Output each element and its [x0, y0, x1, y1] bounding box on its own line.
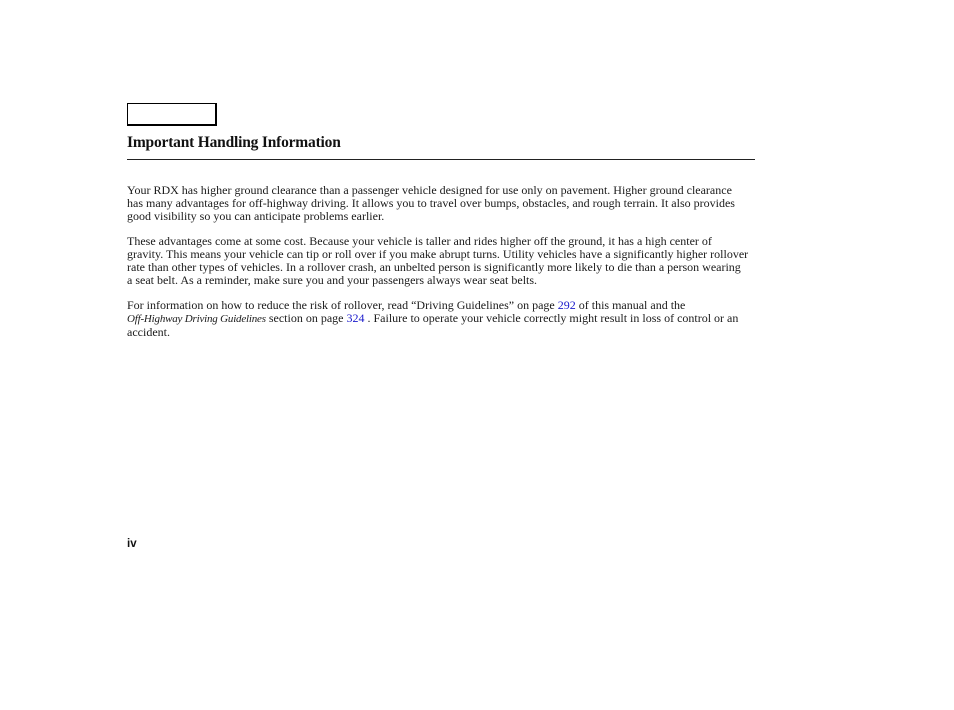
section-tab-box	[127, 103, 217, 126]
paragraph-text: For information on how to reduce the risk of rollover, read “Driving Guidelines” on page	[127, 298, 558, 312]
page-link-292[interactable]: 292	[557, 298, 576, 312]
page-link-324[interactable]: 324	[346, 311, 365, 325]
body-text	[127, 184, 749, 351]
page-number: iv	[127, 538, 137, 550]
title-divider	[127, 159, 755, 160]
paragraph-text: of this manual and the	[575, 298, 686, 312]
paragraph-more-information	[127, 299, 749, 339]
paragraph-ground-clearance: Your RDX has higher ground clearance than a passenger vehicle designed for use only on pavement. Higher ground clearance has many advantages for off-highway driving. It allows you to travel over bumps, obstacles, and rough terrain. It also provides good visibility so you can anticipate problems earlier.	[127, 183, 735, 223]
paragraph-text: section on page	[265, 311, 347, 325]
off-highway-guidelines-reference: Off-Highway Driving Guidelines	[127, 313, 266, 325]
paragraph-text: . Failure to operate your vehicle correctly might result in loss of control or an accident.	[127, 311, 739, 339]
page-title: Important Handling Information	[127, 134, 341, 151]
paragraph-rollover-risk: These advantages come at some cost. Because your vehicle is taller and rides higher off the ground, it has a high center of gravity. This means your vehicle can tip or roll over if you make abrupt turns. Utility vehicles have a significantly higher rollover rate than other types of vehicles. In a rollover crash, an unbelted person is significantly more likely to die than a person wearing a seat belt. As a reminder, make sure you and your passengers always wear seat belts.	[127, 234, 749, 287]
